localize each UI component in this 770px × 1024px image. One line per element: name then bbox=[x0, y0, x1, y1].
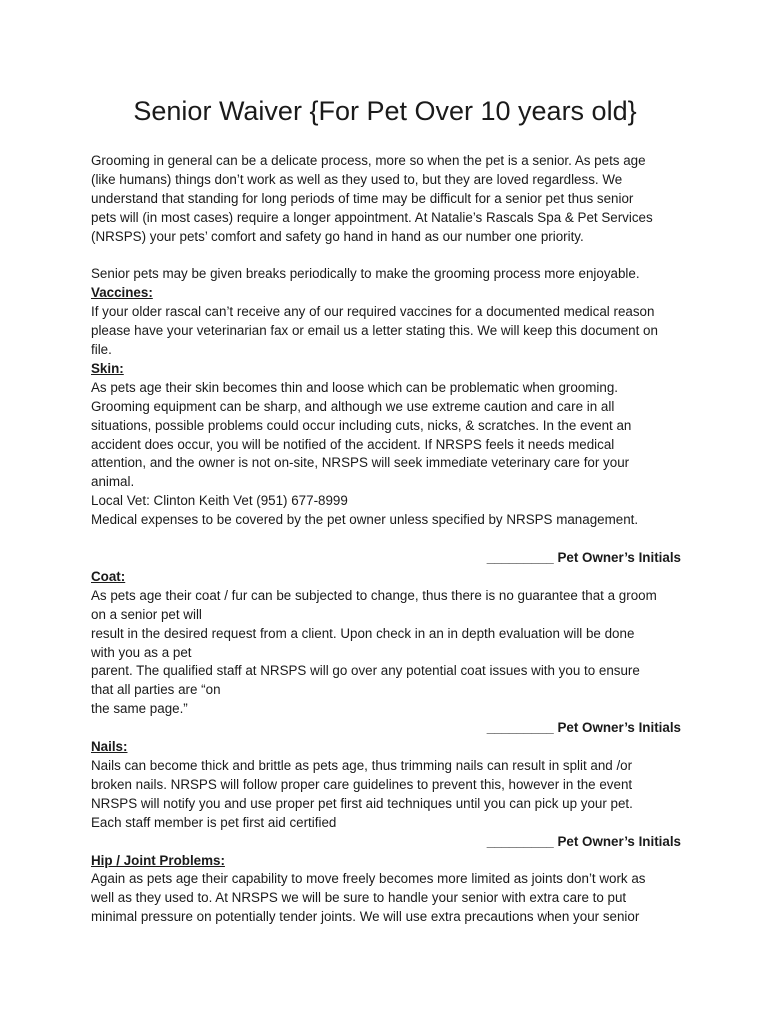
text-line: Grooming in general can be a delicate process, more so when the pet is a senior. As pets age bbox=[91, 153, 646, 168]
vaccines-heading: Vaccines: bbox=[91, 285, 153, 301]
text-line: As pets age their coat / fur can be subjected to change, thus there is no guarantee that a groom bbox=[91, 587, 657, 603]
nails-heading: Nails: bbox=[91, 739, 128, 755]
text-line: As pets age their skin becomes thin and loose which can be problematic when grooming. bbox=[91, 379, 618, 395]
text-line: Each staff member is pet first aid certified bbox=[91, 814, 337, 830]
vaccines-section bbox=[91, 284, 691, 360]
text-line: (NRSPS) your pets’ comfort and safety go hand in hand as our number one priority. bbox=[91, 228, 584, 244]
text-line: attention, and the owner is not on-site, NRSPS will seek immediate veterinary care for your bbox=[91, 455, 630, 471]
coat-section bbox=[91, 568, 691, 738]
paragraph-gap bbox=[91, 530, 691, 549]
nails-section bbox=[91, 738, 691, 851]
local-vet-line: Local Vet: Clinton Keith Vet (951) 677-8999 bbox=[91, 493, 348, 509]
text-line: parent. The qualified staff at NRSPS will go over any potential coat issues with you to ensure bbox=[91, 663, 640, 679]
skin-heading: Skin: bbox=[91, 360, 124, 376]
text-line: on a senior pet will bbox=[91, 606, 202, 622]
text-line: NRSPS will notify you and use proper pet first aid techniques until you can pick up your pet. bbox=[91, 795, 633, 811]
text-line: well as they used to. At NRSPS we will be sure to handle your senior with extra care to put bbox=[91, 890, 627, 906]
text-line: understand that standing for long periods of time may be difficult for a senior pet thus senior bbox=[91, 190, 634, 206]
hip-joint-section bbox=[91, 852, 691, 928]
skin-initials-line: _________ Pet Owner’s Initials bbox=[486, 550, 681, 565]
hip-joint-heading: Hip / Joint Problems: bbox=[91, 852, 225, 868]
document-body bbox=[91, 152, 691, 927]
page-title: Senior Waiver {For Pet Over 10 years old} bbox=[133, 96, 637, 126]
coat-initials-line: _________ Pet Owner’s Initials bbox=[486, 720, 681, 736]
skin-section bbox=[91, 360, 691, 568]
text-line: file. bbox=[91, 342, 112, 358]
text-line: that all parties are “on bbox=[91, 682, 221, 698]
text-line: situations, possible problems could occur including cuts, nicks, & scratches. In the event an bbox=[91, 417, 632, 433]
text-line: minimal pressure on potentially tender joints. We will use extra precautions when your senior bbox=[91, 909, 640, 925]
text-line: animal. bbox=[91, 474, 135, 490]
paragraph-gap bbox=[91, 247, 691, 266]
nails-initials-line: _________ Pet Owner’s Initials bbox=[486, 833, 681, 849]
breaks-note: Senior pets may be given breaks periodically to make the grooming process more enjoyable. bbox=[91, 266, 640, 282]
text-line: with you as a pet bbox=[91, 644, 192, 660]
text-line: Medical expenses to be covered by the pet owner unless specified by NRSPS management. bbox=[91, 512, 639, 528]
text-line: the same page.” bbox=[91, 701, 188, 717]
text-line: If your older rascal can’t receive any of our required vaccines for a documented medical reason bbox=[91, 304, 655, 320]
text-line: (like humans) things don’t work as well as they used to, but they are loved regardless. We bbox=[91, 171, 623, 187]
text-line: result in the desired request from a client. Upon check in an in depth evaluation will be done bbox=[91, 625, 635, 641]
text-line: Again as pets age their capability to move freely becomes more limited as joints don’t work as bbox=[91, 871, 646, 887]
intro-paragraph bbox=[91, 152, 691, 247]
text-line: pets will (in most cases) require a longer appointment. At Natalie’s Rascals Spa & Pet Services bbox=[91, 209, 653, 225]
text-line: Nails can become thick and brittle as pets age, thus trimming nails can result in split and /or bbox=[91, 757, 633, 773]
text-line: accident does occur, you will be notified of the accident. If NRSPS feels it needs medical bbox=[91, 436, 615, 452]
coat-heading: Coat: bbox=[91, 568, 126, 584]
text-line: Grooming equipment can be sharp, and although we use extreme caution and care in all bbox=[91, 398, 615, 414]
text-line: broken nails. NRSPS will follow proper care guidelines to prevent this, however in the event bbox=[91, 776, 633, 792]
text-line: please have your veterinarian fax or email us a letter stating this. We will keep this document on bbox=[91, 323, 658, 339]
